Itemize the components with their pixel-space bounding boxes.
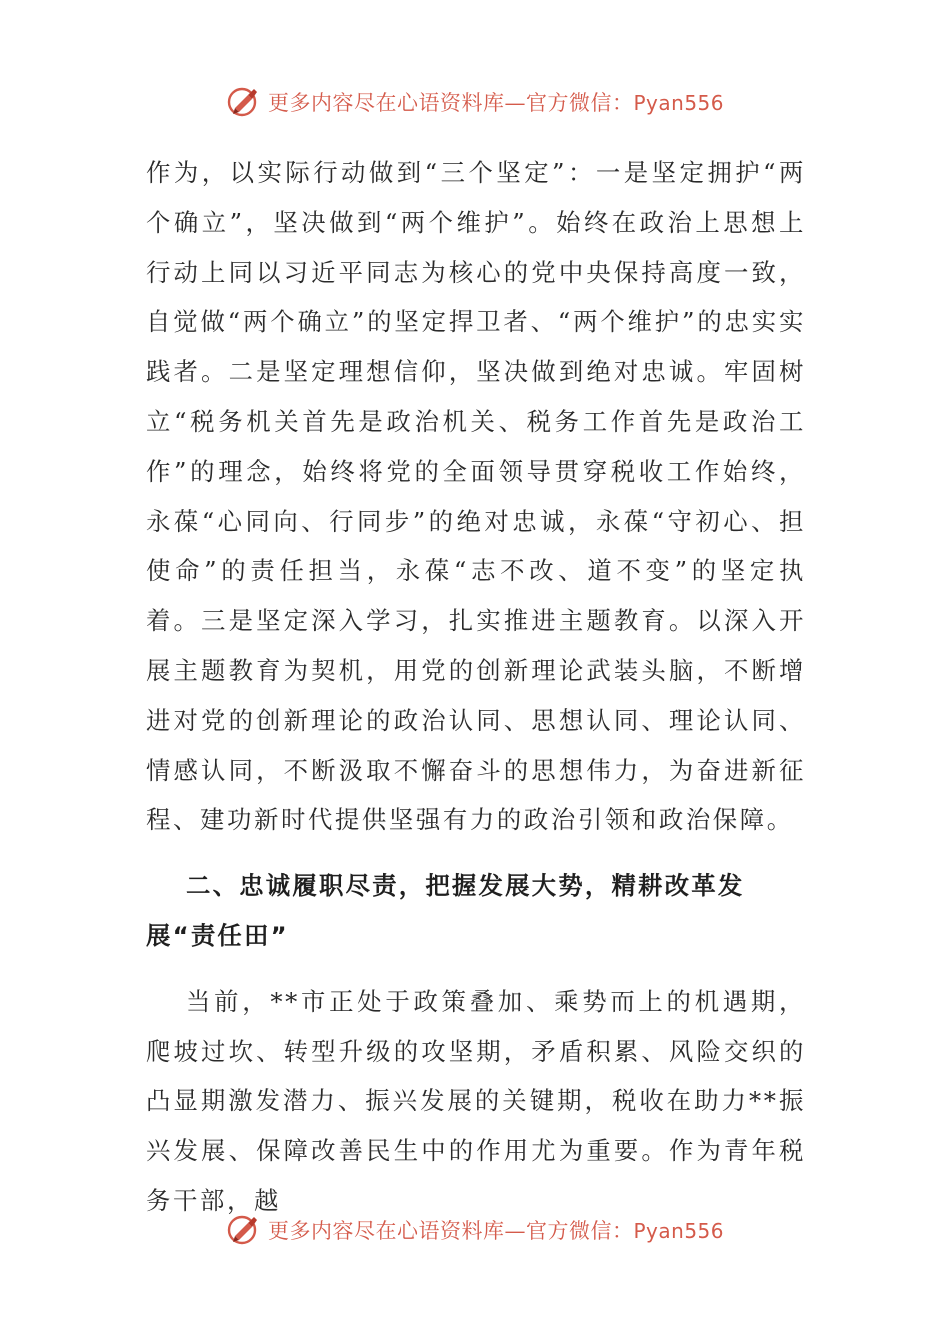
document-body <box>146 148 806 1226</box>
watermark-text: 更多内容尽在心语资料库—官方微信：Pyan556 <box>267 1219 724 1243</box>
watermark-banner-top <box>0 82 950 122</box>
body-paragraph: 作为，以实际行动做到“三个坚定”：一是坚定拥护“两个确立”，坚决做到“两个维护”。始终在政治上思想上行动上同以习近平同志为核心的党中央保持高度一致，自觉做“两个确立”的坚定捍卫者、“两个维护”的忠实实践者。二是坚定理想信仰，坚决做到绝对忠诚。牢固树立“税务机关首先是政治机关、税务工作首先是政治工作”的理念，始终将党的全面领导贯穿税收工作始终，永葆“心同向、行同步”的绝对忠诚，永葆“守初心、担使命”的责任担当，永葆“志不改、道不变”的坚定执着。三是坚定深入学习，扎实推进主题教育。以深入开展主题教育为契机，用党的创新理论武装头脑，不断增进对党的创新理论的政治认同、思想认同、理论认同、情感认同，不断汲取不懈奋斗的思想伟力，为奋进新征程、建功新时代提供坚强有力的政治引领和政治保障。 <box>146 158 806 835</box>
pen-seal-logo-icon <box>226 1212 262 1248</box>
body-paragraph: 当前，**市正处于政策叠加、乘势而上的机遇期，爬坡过坎、转型升级的攻坚期，矛盾积累、风险交织的凸显期激发潜力、振兴发展的关键期，税收在助力**振兴发展、保障改善民生中的作用尤为重要。作为青年税务干部，越 <box>146 986 806 1215</box>
watermark-banner-bottom <box>0 1210 950 1250</box>
section-heading: 二、忠诚履职尽责，把握发展大势，精耕改革发展“责任田” <box>146 871 745 950</box>
watermark-text: 更多内容尽在心语资料库—官方微信：Pyan556 <box>267 91 724 115</box>
pen-seal-logo-icon <box>226 84 262 120</box>
